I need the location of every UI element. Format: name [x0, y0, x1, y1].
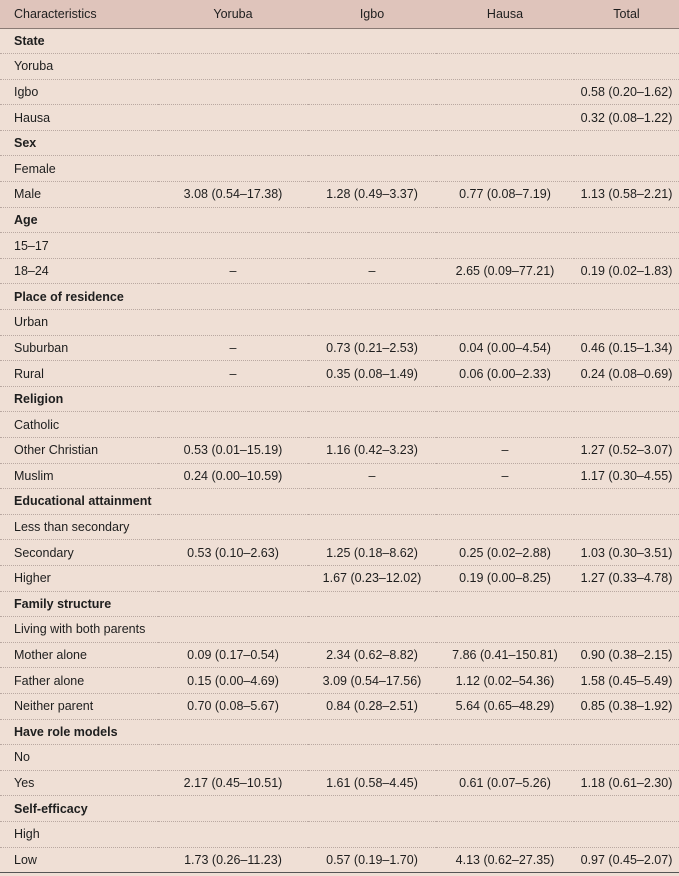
section-label: Sex: [0, 130, 158, 156]
table-row: [0, 79, 679, 105]
table-cell: [574, 745, 679, 771]
table-cell: [308, 130, 436, 156]
table-row: [0, 156, 679, 182]
table-cell: [436, 233, 574, 259]
table-cell: 1.25 (0.18–8.62): [308, 540, 436, 566]
table-cell: [308, 386, 436, 412]
table-cell: [436, 591, 574, 617]
table-cell: 0.35 (0.08–1.49): [308, 361, 436, 387]
table-cell: 0.19 (0.00–8.25): [436, 565, 574, 591]
table-cell: [158, 28, 308, 54]
table-cell: [436, 79, 574, 105]
header-yoruba: Yoruba: [158, 0, 308, 28]
section-header-row: [0, 489, 679, 515]
table-cell: [436, 105, 574, 131]
section-header-row: [0, 591, 679, 617]
table-cell: [574, 386, 679, 412]
table-cell: 0.15 (0.00–4.69): [158, 668, 308, 694]
table-cell: 2.34 (0.62–8.82): [308, 642, 436, 668]
table-row: [0, 770, 679, 796]
table-cell: [308, 719, 436, 745]
table-row: [0, 668, 679, 694]
table-cell: [436, 412, 574, 438]
row-label: Yes: [0, 770, 158, 796]
table-cell: [308, 489, 436, 515]
table-cell: [574, 412, 679, 438]
table-cell: [574, 514, 679, 540]
table-row: [0, 693, 679, 719]
table-cell: –: [158, 361, 308, 387]
table-cell: 2.65 (0.09–77.21): [436, 258, 574, 284]
table-cell: 0.77 (0.08–7.19): [436, 182, 574, 208]
header-characteristics: Characteristics: [0, 0, 158, 28]
table-cell: [574, 130, 679, 156]
table-cell: 1.16 (0.42–3.23): [308, 438, 436, 464]
section-header-row: [0, 386, 679, 412]
table-row: [0, 361, 679, 387]
section-header-row: [0, 796, 679, 822]
table-cell: [574, 310, 679, 336]
section-label: Educational attainment: [0, 489, 158, 515]
table-cell: [574, 617, 679, 643]
table-cell: 0.06 (0.00–2.33): [436, 361, 574, 387]
table-cell: [308, 207, 436, 233]
table-cell: 0.84 (0.28–2.51): [308, 693, 436, 719]
table-cell: [436, 310, 574, 336]
table-cell: 1.67 (0.23–12.02): [308, 565, 436, 591]
section-label: Family structure: [0, 591, 158, 617]
table-cell: 0.61 (0.07–5.26): [436, 770, 574, 796]
table-cell: [158, 310, 308, 336]
table-cell: [574, 284, 679, 310]
table-cell: 2.17 (0.45–10.51): [158, 770, 308, 796]
table-cell: [158, 719, 308, 745]
section-label: Self-efficacy: [0, 796, 158, 822]
table-cell: [158, 156, 308, 182]
table-cell: [574, 591, 679, 617]
table-cell: [308, 796, 436, 822]
table-cell: 0.57 (0.19–1.70): [308, 847, 436, 873]
row-label: Female: [0, 156, 158, 182]
table-cell: –: [158, 335, 308, 361]
table-cell: [574, 156, 679, 182]
table-cell: [158, 105, 308, 131]
table-cell: [308, 821, 436, 847]
row-label: Yoruba: [0, 54, 158, 80]
row-label: Low: [0, 847, 158, 873]
table-cell: [158, 412, 308, 438]
section-header-row: [0, 130, 679, 156]
header-hausa: Hausa: [436, 0, 574, 28]
table-cell: 0.53 (0.01–15.19): [158, 438, 308, 464]
section-header-row: [0, 28, 679, 54]
table-cell: –: [308, 463, 436, 489]
table-cell: 0.73 (0.21–2.53): [308, 335, 436, 361]
table-cell: [308, 28, 436, 54]
header-igbo: Igbo: [308, 0, 436, 28]
table-cell: 0.46 (0.15–1.34): [574, 335, 679, 361]
table-cell: [436, 156, 574, 182]
section-header-row: [0, 207, 679, 233]
table-row: [0, 54, 679, 80]
table-cell: [158, 796, 308, 822]
table-cell: 1.03 (0.30–3.51): [574, 540, 679, 566]
table-cell: 4.13 (0.62–27.35): [436, 847, 574, 873]
table-cell: [158, 514, 308, 540]
table-cell: 0.97 (0.45–2.07): [574, 847, 679, 873]
table-cell: 1.61 (0.58–4.45): [308, 770, 436, 796]
table-cell: 0.24 (0.00–10.59): [158, 463, 308, 489]
table-row: [0, 335, 679, 361]
table-row: [0, 565, 679, 591]
row-label: Hausa: [0, 105, 158, 131]
row-label: Igbo: [0, 79, 158, 105]
row-label: Catholic: [0, 412, 158, 438]
table-cell: 1.18 (0.61–2.30): [574, 770, 679, 796]
table-cell: –: [436, 438, 574, 464]
table-cell: [436, 130, 574, 156]
table-row: [0, 233, 679, 259]
table-body: [0, 28, 679, 873]
table-cell: [308, 591, 436, 617]
table-cell: 1.27 (0.52–3.07): [574, 438, 679, 464]
row-label: Neither parent: [0, 693, 158, 719]
table-cell: [158, 130, 308, 156]
table-cell: [436, 207, 574, 233]
table-cell: [436, 821, 574, 847]
table-cell: 5.64 (0.65–48.29): [436, 693, 574, 719]
table-header: [0, 0, 679, 28]
section-label: Place of residence: [0, 284, 158, 310]
row-label: Urban: [0, 310, 158, 336]
table-row: [0, 514, 679, 540]
table-row: [0, 642, 679, 668]
table-cell: 0.19 (0.02–1.83): [574, 258, 679, 284]
table-cell: 1.12 (0.02–54.36): [436, 668, 574, 694]
table-cell: [436, 719, 574, 745]
table-row: [0, 847, 679, 873]
table-cell: [574, 28, 679, 54]
row-label: Secondary: [0, 540, 158, 566]
table-row: [0, 438, 679, 464]
row-label: Other Christian: [0, 438, 158, 464]
table-cell: [436, 745, 574, 771]
table-row: [0, 258, 679, 284]
table-cell: 3.08 (0.54–17.38): [158, 182, 308, 208]
header-total: Total: [574, 0, 679, 28]
row-label: Male: [0, 182, 158, 208]
table-cell: 0.90 (0.38–2.15): [574, 642, 679, 668]
table-cell: [158, 284, 308, 310]
row-label: Father alone: [0, 668, 158, 694]
table-cell: [436, 489, 574, 515]
table-cell: [574, 719, 679, 745]
table-cell: [308, 54, 436, 80]
table-cell: 0.24 (0.08–0.69): [574, 361, 679, 387]
table-cell: [436, 386, 574, 412]
table-cell: 0.70 (0.08–5.67): [158, 693, 308, 719]
table-row: [0, 412, 679, 438]
table-cell: [308, 79, 436, 105]
row-label: No: [0, 745, 158, 771]
table-cell: [308, 284, 436, 310]
table-cell: [308, 745, 436, 771]
table-cell: [308, 233, 436, 259]
row-label: Suburban: [0, 335, 158, 361]
table-cell: [574, 54, 679, 80]
table-cell: [436, 514, 574, 540]
row-label: Mother alone: [0, 642, 158, 668]
table-cell: –: [308, 258, 436, 284]
row-label: High: [0, 821, 158, 847]
table-cell: [308, 412, 436, 438]
table-row: [0, 617, 679, 643]
table-cell: [436, 54, 574, 80]
table-cell: [436, 284, 574, 310]
table-cell: 1.28 (0.49–3.37): [308, 182, 436, 208]
table-cell: [436, 796, 574, 822]
table-cell: 0.04 (0.00–4.54): [436, 335, 574, 361]
row-label: Living with both parents: [0, 617, 158, 643]
table-cell: [158, 565, 308, 591]
table-cell: –: [436, 463, 574, 489]
table-row: [0, 540, 679, 566]
table-cell: [158, 54, 308, 80]
table-cell: 3.09 (0.54–17.56): [308, 668, 436, 694]
table-cell: [158, 617, 308, 643]
table-cell: [308, 156, 436, 182]
table-cell: [158, 386, 308, 412]
table-cell: 1.17 (0.30–4.55): [574, 463, 679, 489]
section-label: Age: [0, 207, 158, 233]
section-header-row: [0, 284, 679, 310]
row-label: Higher: [0, 565, 158, 591]
section-label: Have role models: [0, 719, 158, 745]
table-cell: 0.32 (0.08–1.22): [574, 105, 679, 131]
table-cell: 1.27 (0.33–4.78): [574, 565, 679, 591]
table-cell: [158, 79, 308, 105]
table-cell: [158, 821, 308, 847]
section-header-row: [0, 719, 679, 745]
table-row: [0, 745, 679, 771]
table-cell: [436, 617, 574, 643]
table-cell: [574, 233, 679, 259]
table-cell: [308, 514, 436, 540]
table-cell: 1.58 (0.45–5.49): [574, 668, 679, 694]
table-cell: [574, 207, 679, 233]
row-label: Less than secondary: [0, 514, 158, 540]
table-cell: [436, 28, 574, 54]
row-label: 15–17: [0, 233, 158, 259]
section-label: State: [0, 28, 158, 54]
table-cell: [158, 233, 308, 259]
table-cell: 1.73 (0.26–11.23): [158, 847, 308, 873]
table-cell: 0.53 (0.10–2.63): [158, 540, 308, 566]
table-cell: [158, 207, 308, 233]
table-cell: [308, 310, 436, 336]
table-cell: 0.25 (0.02–2.88): [436, 540, 574, 566]
table-row: [0, 463, 679, 489]
row-label: Muslim: [0, 463, 158, 489]
table-cell: [158, 745, 308, 771]
table-cell: 0.09 (0.17–0.54): [158, 642, 308, 668]
row-label: Rural: [0, 361, 158, 387]
table-cell: [308, 617, 436, 643]
table-row: [0, 105, 679, 131]
table-cell: –: [158, 258, 308, 284]
header-row: [0, 0, 679, 28]
table-cell: 7.86 (0.41–150.81): [436, 642, 574, 668]
table-cell: [574, 821, 679, 847]
table-cell: 0.58 (0.20–1.62): [574, 79, 679, 105]
table-cell: [158, 489, 308, 515]
row-label: 18–24: [0, 258, 158, 284]
table-cell: [308, 105, 436, 131]
table-cell: 0.85 (0.38–1.92): [574, 693, 679, 719]
table-row: [0, 821, 679, 847]
table-cell: 1.13 (0.58–2.21): [574, 182, 679, 208]
section-label: Religion: [0, 386, 158, 412]
table-cell: [158, 591, 308, 617]
table-row: [0, 310, 679, 336]
table-cell: [574, 489, 679, 515]
table-row: [0, 182, 679, 208]
table-cell: [574, 796, 679, 822]
